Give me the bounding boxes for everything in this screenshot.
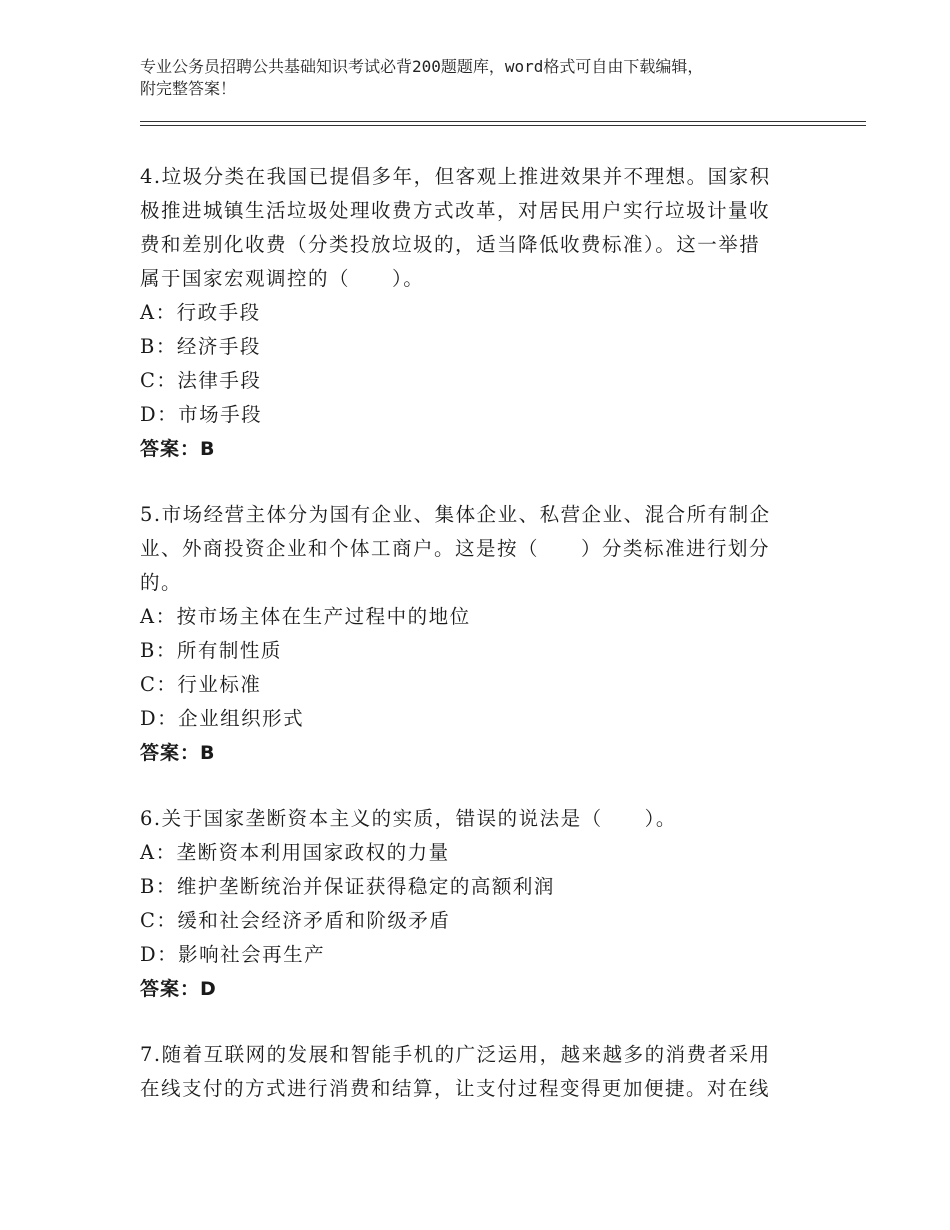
question-stem-line: 6.关于国家垄断资本主义的实质，错误的说法是（ ）。: [140, 807, 677, 830]
header-line: 附完整答案！: [140, 79, 237, 98]
question-stem-line: 业、外商投资企业和个体工商户。这是按（ ）分类标准进行划分: [140, 537, 771, 560]
question-stem-line: 4.垃圾分类在我国已提倡多年，但客观上推进效果并不理想。国家积: [140, 165, 771, 188]
header-divider: [140, 121, 866, 122]
question-5: [140, 498, 800, 770]
option-b: B：经济手段: [140, 335, 261, 358]
answer-label: 答案：D: [140, 978, 217, 1000]
option-a: A：按市场主体在生产过程中的地位: [140, 605, 471, 628]
question-stem-line: 费和差别化收费（分类投放垃圾的，适当降低收费标准）。这一举措: [140, 233, 761, 256]
document-header: [140, 56, 840, 100]
header-line: 专业公务员招聘公共基础知识考试必背200题题库，word格式可自由下载编辑，: [140, 57, 704, 76]
question-6: [140, 802, 800, 1006]
question-stem-line: 7.随着互联网的发展和智能手机的广泛运用，越来越多的消费者采用: [140, 1043, 771, 1066]
option-c: C：行业标准: [140, 673, 262, 696]
question-stem-line: 极推进城镇生活垃圾处理收费方式改革，对居民用户实行垃圾计量收: [140, 199, 771, 222]
question-stem-line: 的。: [140, 571, 183, 594]
option-d: D：市场手段: [140, 403, 263, 426]
answer-label: 答案：B: [140, 742, 216, 764]
option-b: B：维护垄断统治并保证获得稳定的高额利润: [140, 875, 555, 898]
option-a: A：垄断资本利用国家政权的力量: [140, 841, 450, 864]
option-c: C：缓和社会经济矛盾和阶级矛盾: [140, 909, 451, 932]
option-d: D：影响社会再生产: [140, 943, 326, 966]
question-stem-line: 属于国家宏观调控的（ ）。: [140, 267, 425, 290]
option-b: B：所有制性质: [140, 639, 282, 662]
header-divider: [140, 125, 866, 126]
question-7: [140, 1038, 800, 1106]
option-d: D：企业组织形式: [140, 707, 305, 730]
question-stem-line: 在线支付的方式进行消费和结算，让支付过程变得更加便捷。对在线: [140, 1077, 771, 1100]
question-stem-line: 5.市场经营主体分为国有企业、集体企业、私营企业、混合所有制企: [140, 503, 771, 526]
question-list: [140, 160, 800, 1138]
option-a: A：行政手段: [140, 301, 261, 324]
answer-label: 答案：B: [140, 438, 216, 460]
option-c: C：法律手段: [140, 369, 262, 392]
question-4: [140, 160, 800, 466]
